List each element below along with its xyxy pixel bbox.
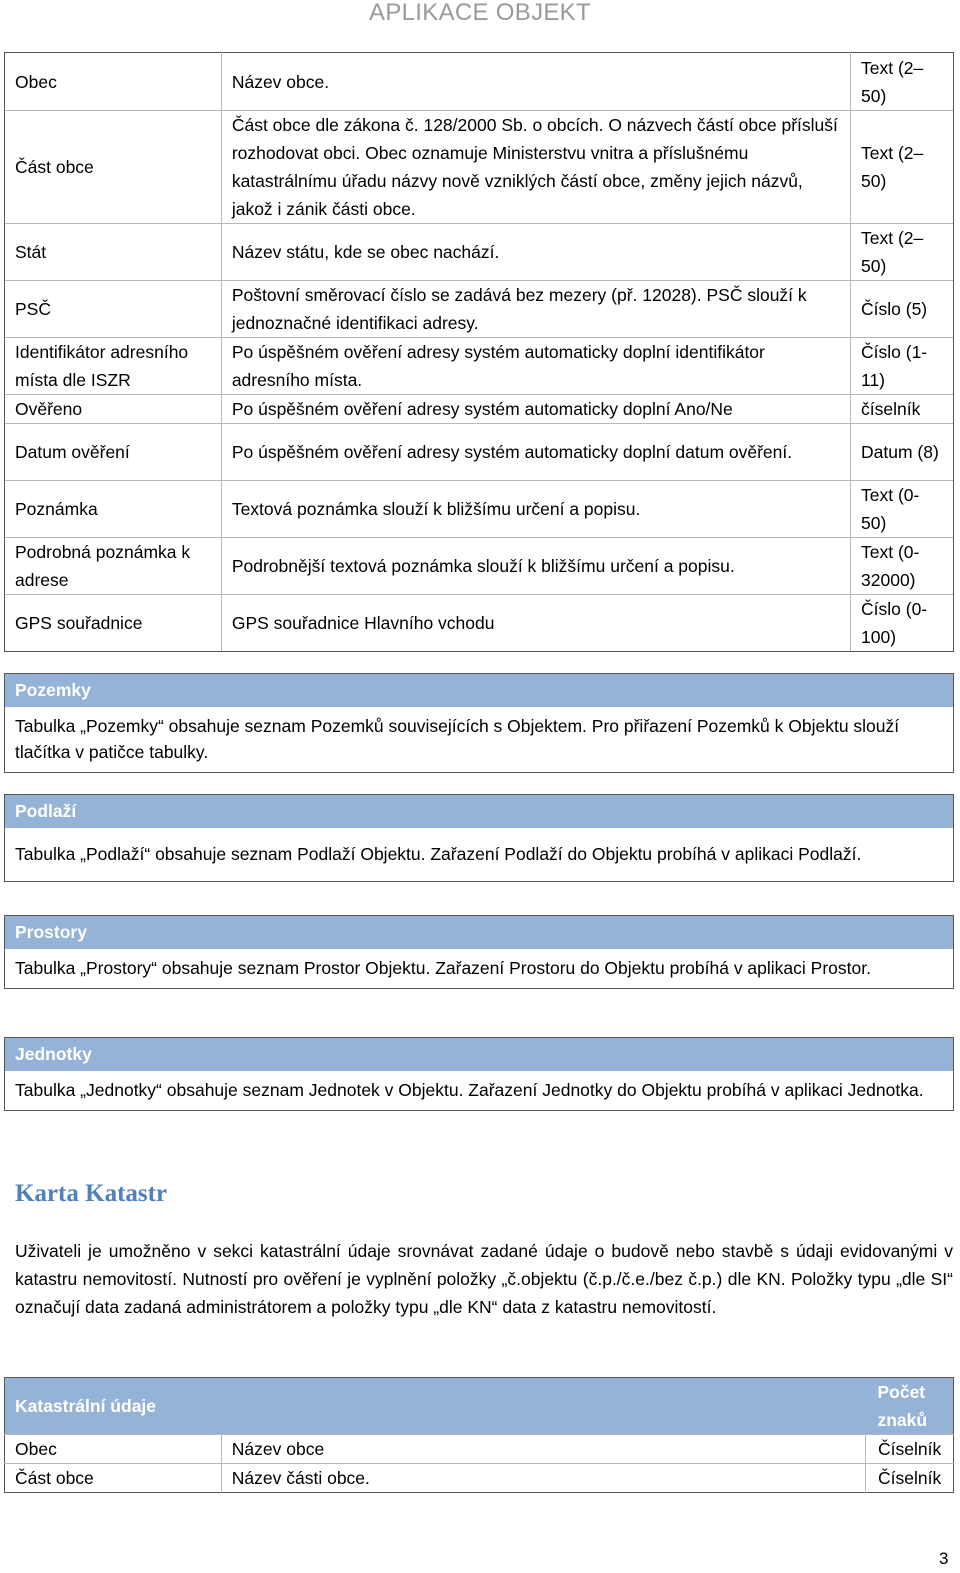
attr-type: Číslo (5) bbox=[851, 281, 954, 338]
attr-description: Podrobnější textová poznámka slouží k bližšímu určení a popisu. bbox=[221, 538, 850, 595]
table-row bbox=[5, 1464, 954, 1493]
table-row bbox=[5, 481, 954, 538]
section-text: Tabulka „Jednotky“ obsahuje seznam Jednotek v Objektu. Zařazení Jednotky do Objektu probíhá v aplikaci Jednotka. bbox=[15, 1080, 924, 1100]
attr-description: Název obce. bbox=[221, 53, 850, 111]
kat-name: Část obce bbox=[5, 1464, 222, 1493]
attr-type: Text (0-32000) bbox=[851, 538, 954, 595]
table-row bbox=[5, 111, 954, 224]
section-pozemky bbox=[4, 673, 954, 773]
kat-description: Název části obce. bbox=[221, 1464, 865, 1493]
attr-name: Poznámka bbox=[5, 481, 222, 538]
attr-name: Datum ověření bbox=[5, 424, 222, 481]
kat-type: Číselník bbox=[865, 1464, 953, 1493]
attr-description: Část obce dle zákona č. 128/2000 Sb. o obcích. O názvech částí obce přísluší rozhodovat obci. Obec oznamuje Ministerstvu vnitra a příslušnému katastrálnímu úřadu názvy nově vzniklých částí obce, změny jejich názvů, jakož i zánik části obce. bbox=[221, 111, 850, 224]
attr-description: GPS souřadnice Hlavního vchodu bbox=[221, 595, 850, 652]
kat-description: Název obce bbox=[221, 1435, 865, 1464]
section-heading-karta-katastr: Karta Katastr bbox=[15, 1180, 168, 1207]
section-prostory bbox=[4, 915, 954, 989]
section-title: Pozemky bbox=[5, 674, 953, 707]
table-header-title: Katastrální údaje bbox=[5, 1378, 866, 1435]
table-row bbox=[5, 595, 954, 652]
attr-type: Číslo (0-100) bbox=[851, 595, 954, 652]
page-header-title: APLIKACE OBJEKT bbox=[369, 0, 591, 26]
attr-description: Název státu, kde se obec nachází. bbox=[221, 224, 850, 281]
attr-name: Ověřeno bbox=[5, 395, 222, 424]
section-podlazi bbox=[4, 794, 954, 882]
section-title: Podlaží bbox=[5, 795, 953, 828]
attributes-table bbox=[4, 52, 954, 652]
body-paragraph: Uživateli je umožněno v sekci katastrální údaje srovnávat zadané údaje o budově nebo stavbě s údaji evidovanými v katastru nemovitostí. Nutností pro ověření je vyplnění položky „č.objektu (č.p./č.e./bez č.p.) dle KN. Položky typu „dle SI“ označují data zadaná administrátorem a položky typu „dle KN“ data z katastru nemovitostí. bbox=[15, 1241, 953, 1317]
attr-name: Stát bbox=[5, 224, 222, 281]
attr-name: Podrobná poznámka k adrese bbox=[5, 538, 222, 595]
table-row bbox=[5, 281, 954, 338]
attr-description: Po úspěšném ověření adresy systém automaticky doplní identifikátor adresního místa. bbox=[221, 338, 850, 395]
katastr-table bbox=[4, 1377, 954, 1493]
section-title: Jednotky bbox=[5, 1038, 953, 1071]
attr-description: Po úspěšném ověření adresy systém automaticky doplní Ano/Ne bbox=[221, 395, 850, 424]
table-row bbox=[5, 395, 954, 424]
table-header-count: Počet znaků bbox=[865, 1378, 953, 1435]
attr-description: Poštovní směrovací číslo se zadává bez mezery (př. 12028). PSČ slouží k jednoznačné identifikaci adresy. bbox=[221, 281, 850, 338]
attr-description: Textová poznámka slouží k bližšímu určení a popisu. bbox=[221, 481, 850, 538]
attr-type: Text (2–50) bbox=[851, 224, 954, 281]
table-row bbox=[5, 53, 954, 111]
table-header-row bbox=[5, 1378, 954, 1435]
attr-description: Po úspěšném ověření adresy systém automaticky doplní datum ověření. bbox=[221, 424, 850, 481]
attr-type: Číslo (1-11) bbox=[851, 338, 954, 395]
attr-type: číselník bbox=[851, 395, 954, 424]
section-text: Tabulka „Pozemky“ obsahuje seznam Pozemků souvisejících s Objektem. Pro přiřazení Pozemků k Objektu slouží tlačítka v patičce tabulky. bbox=[15, 716, 900, 762]
section-text: Tabulka „Prostory“ obsahuje seznam Prostor Objektu. Zařazení Prostoru do Objektu probíhá v aplikaci Prostor. bbox=[15, 958, 871, 978]
section-jednotky bbox=[4, 1037, 954, 1111]
attr-name: Část obce bbox=[5, 111, 222, 224]
attr-name: Identifikátor adresního místa dle ISZR bbox=[5, 338, 222, 395]
attr-type: Datum (8) bbox=[851, 424, 954, 481]
attr-type: Text (2–50) bbox=[851, 111, 954, 224]
table-row bbox=[5, 424, 954, 481]
table-row bbox=[5, 224, 954, 281]
attr-name: PSČ bbox=[5, 281, 222, 338]
attr-type: Text (2–50) bbox=[851, 53, 954, 111]
page-number: 3 bbox=[939, 1549, 949, 1568]
attr-type: Text (0-50) bbox=[851, 481, 954, 538]
section-text: Tabulka „Podlaží“ obsahuje seznam Podlaží Objektu. Zařazení Podlaží do Objektu probíhá v aplikaci Podlaží. bbox=[15, 844, 862, 864]
kat-name: Obec bbox=[5, 1435, 222, 1464]
kat-type: Číselník bbox=[865, 1435, 953, 1464]
table-row bbox=[5, 1435, 954, 1464]
attr-name: Obec bbox=[5, 53, 222, 111]
table-row bbox=[5, 338, 954, 395]
section-title: Prostory bbox=[5, 916, 953, 949]
table-row bbox=[5, 538, 954, 595]
attr-name: GPS souřadnice bbox=[5, 595, 222, 652]
